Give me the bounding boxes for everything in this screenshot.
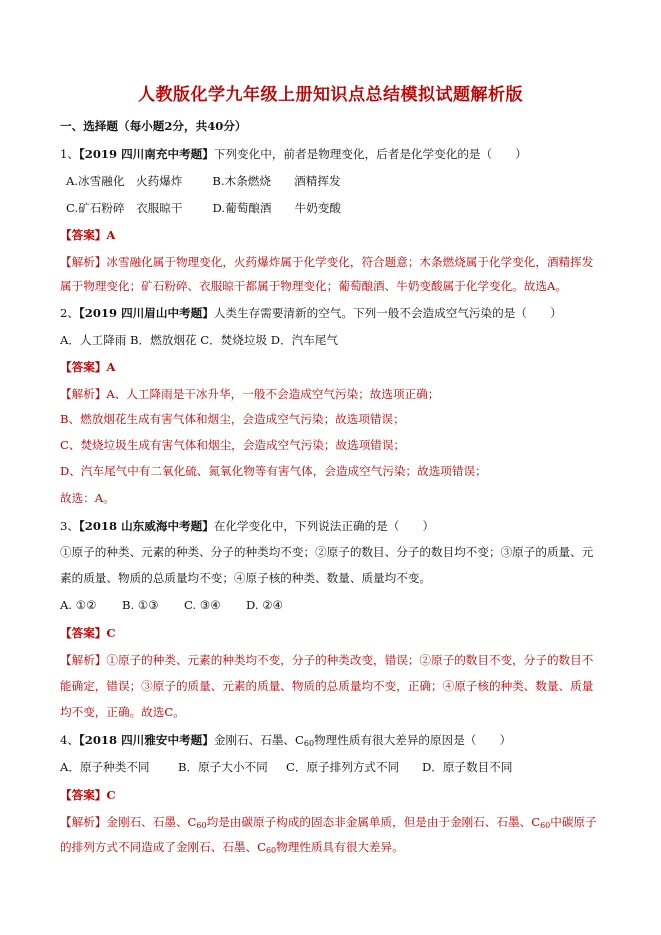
option-d: D.葡萄酿酒 牛奶变酸 [212,201,342,215]
question-1-options-ab [66,174,626,189]
option-a: A. ①② [60,598,97,612]
question-4-answer: 【答案】C [60,788,116,802]
explanation-text: 中碳原子 [550,815,597,829]
question-2-answer: 【答案】A [60,360,116,374]
option-b: B.木条燃烧 酒精挥发 [212,174,341,188]
question-text: 在化学变化中，下列说法正确的是（ ） [213,519,435,533]
option-c: C．原子排列方式不同 [286,760,400,774]
question-3-answer: 【答案】C [60,626,116,640]
question-text: 人类生存需要清新的空气。下列一般不会造成空气污染的是（ ） [213,306,562,320]
question-4-stem [60,733,620,751]
question-1-answer: 【答案】A [60,228,116,242]
explanation-text: 【解析】金刚石、石墨、C [60,815,197,829]
option-d: D．原子数目不同 [422,760,513,774]
subscript-60: 60 [265,846,277,855]
option-d: D. ②④ [246,598,284,612]
question-2-explanation-line: C、焚烧垃圾生成有害气体和烟尘，会造成空气污染；故选项错误； [60,438,406,452]
question-3-explanation-line: 【解析】①原子的种类、元素的种类均不变，分子的种类改变，错误；②原子的数目不变，分子的数目不 [60,653,594,667]
explanation-text: 均是由碳原子构成的固态非金属单质，但是由于金刚石、石墨、C [206,815,541,829]
question-3-options [60,598,620,613]
question-3-explanation-line: 均不变，正确。故选C。 [60,705,185,719]
question-3-statement-line: ①原子的种类、元素的种类、分子的种类均不变；②原子的数目、分子的数目均不变；③原子的质量、元 [60,545,594,559]
question-source-tag: 【2019 四川眉山中考题】 [78,306,214,320]
question-1-explanation-line: 属于物理变化；矿石粉碎、衣服晾干都属于物理变化；葡萄酿酒、牛奶变酸属于化学变化。故选A。 [60,279,567,293]
question-source-tag: 【2019 四川南充中考题】 [78,147,214,161]
option-c: C.矿石粉碎 衣服晾干 [66,201,183,215]
question-1-options-cd [66,201,626,216]
option-a: A．原子种类不同 [60,760,150,774]
question-text: 金刚石、石墨、C [213,733,304,747]
document-title: 人教版化学九年级上册知识点总结模拟试题解析版 [138,85,523,105]
question-2-explanation-line: B、燃放烟花生成有害气体和烟尘，会造成空气污染；故选项错误； [60,412,405,426]
question-2-options: A．人工降雨 B．燃放烟花 C．焚烧垃圾 D．汽车尾气 [60,333,338,347]
option-a: A.冰雪融化 火药爆炸 [66,174,183,188]
question-number: 1、 [60,147,79,161]
option-c: C. ③④ [184,598,221,612]
question-3-explanation-line: 能确定，错误；③原子的质量、元素的质量、物质的总质量均不变，正确；④原子核的种类、数量、质量 [60,679,594,693]
question-source-tag: 【2018 四川雅安中考题】 [78,733,214,747]
question-number: 3、 [60,519,79,533]
question-2-conclusion: 故选：A。 [60,491,115,505]
question-2-stem [60,306,620,321]
question-text: 物理性质有很大差异的原因是（ ） [314,733,512,747]
subscript-60: 60 [196,821,207,830]
question-number: 2、 [60,306,79,320]
question-1-explanation-line: 【解析】冰雪融化属于物理变化，火药爆炸属于化学变化，符合题意；木条燃烧属于化学变化，酒精挥发 [60,255,594,269]
subscript-60: 60 [303,739,315,748]
question-1-stem [60,147,620,162]
explanation-text: 物理性质具有很大差异。 [276,840,404,854]
section-heading: 一、选择题（每小题2分，共40分） [60,119,247,133]
question-3-statement-line: 素的质量、物质的总质量均不变；④原子核的种类、数量、质量均不变。 [60,571,432,585]
question-4-explanation-line [60,840,620,858]
explanation-text: 的排列方式不同造成了金刚石、石墨、C [60,840,266,854]
question-4-explanation-line [60,815,620,833]
subscript-60: 60 [540,821,551,830]
option-b: B．原子大小不同 [178,760,268,774]
question-text: 下列变化中，前者是物理变化，后者是化学变化的是（ ） [213,147,527,161]
question-number: 4、 [60,733,79,747]
question-2-explanation-line: D、汽车尾气中有二氧化硫、氮氧化物等有害气体，会造成空气污染；故选项错误； [60,464,487,478]
question-source-tag: 【2018 山东威海中考题】 [78,519,214,533]
question-3-stem [60,519,620,534]
question-2-explanation-line: 【解析】A、人工降雨是干冰升华，一般不会造成空气污染；故选项正确； [60,387,440,401]
option-b: B. ①③ [122,598,159,612]
question-4-options [60,760,620,775]
